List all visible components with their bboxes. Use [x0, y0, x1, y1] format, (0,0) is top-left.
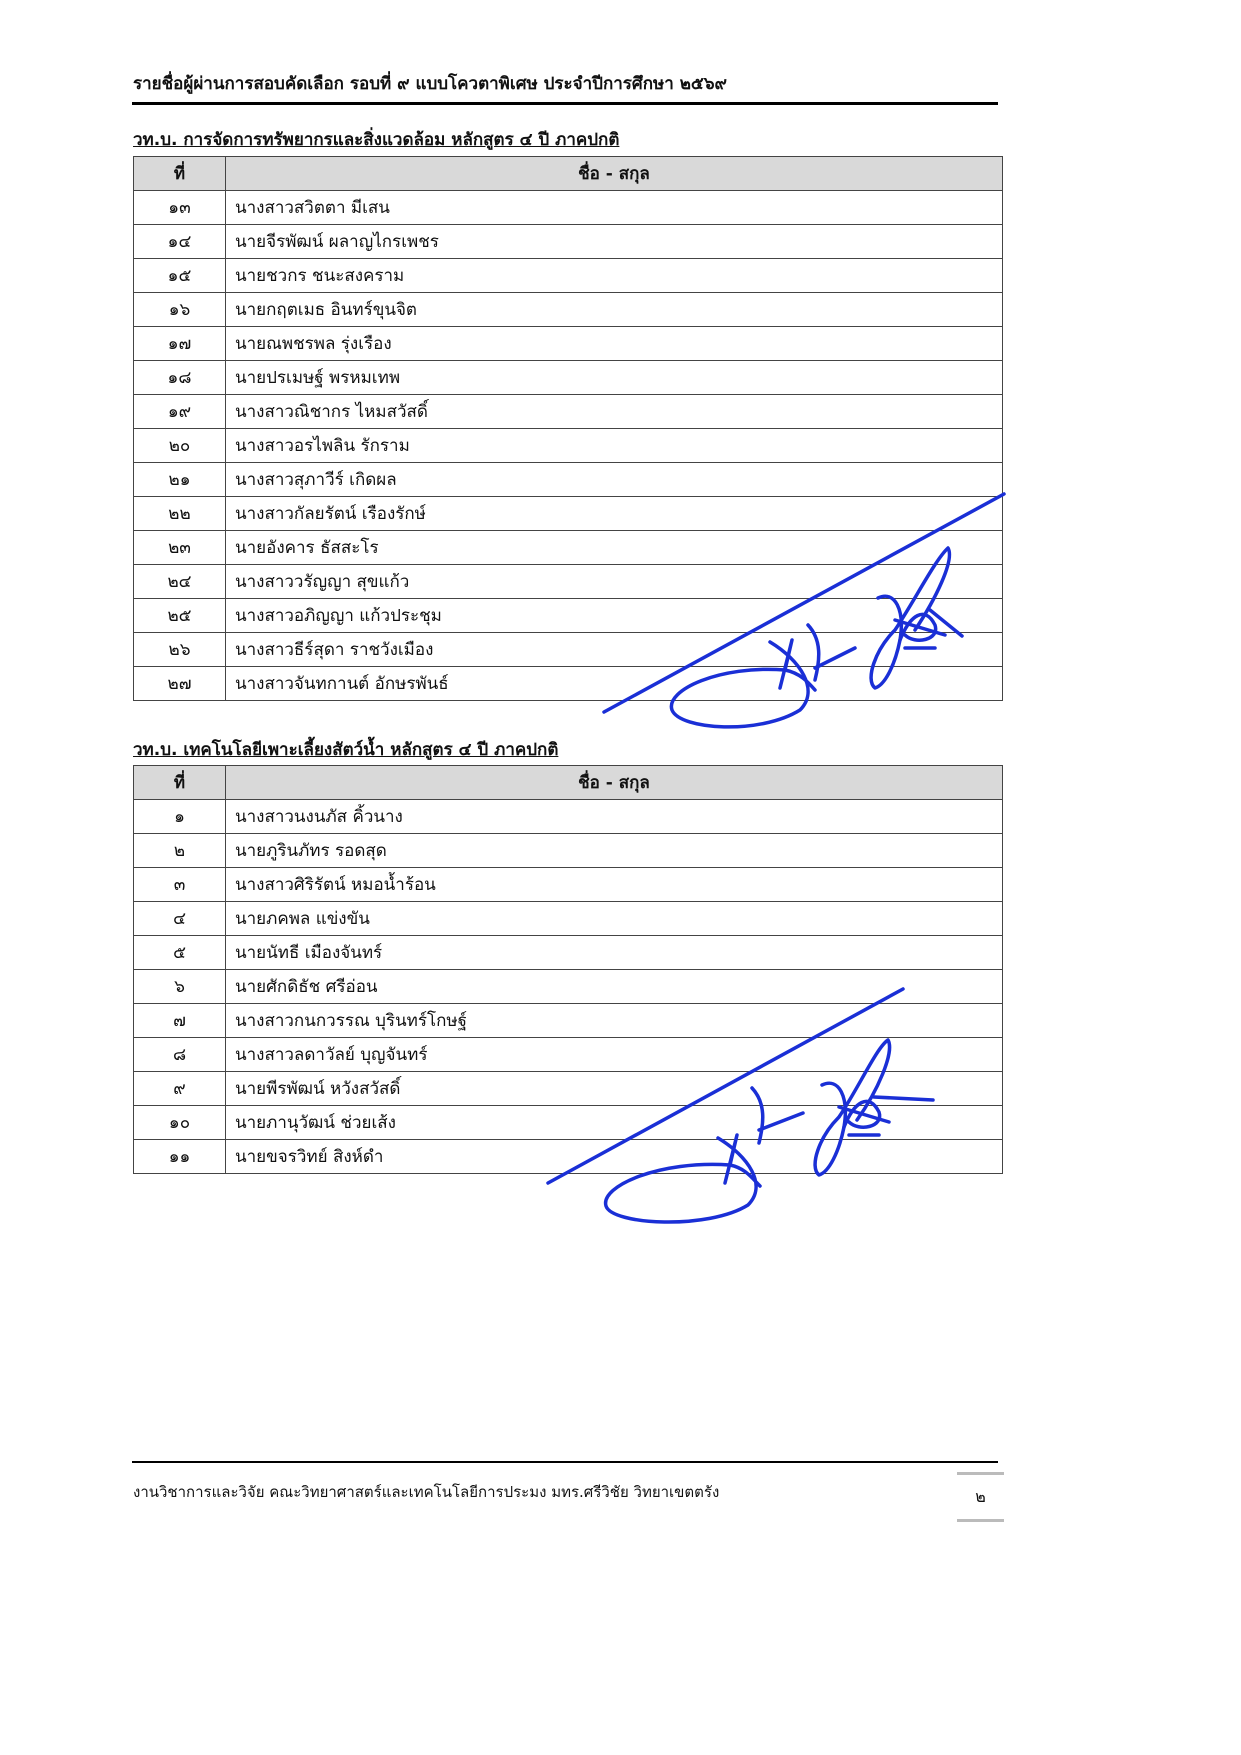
student-name: นางสาวนงนภัส คิ้วนาง [226, 800, 1003, 834]
page-title: รายชื่อผู้ผ่านการสอบคัดเลือก รอบที่ ๙ แบบโควตาพิเศษ ประจำปีการศึกษา ๒๕๖๙ [133, 74, 728, 94]
student-name: นางสาววรัญญา สุขแก้ว [226, 565, 1003, 599]
student-name: นางสาวศิริรัตน์ หมอน้ำร้อน [226, 868, 1003, 902]
table-body-environment [134, 191, 1003, 701]
table-row [134, 936, 1003, 970]
table-row [134, 1038, 1003, 1072]
table-row [134, 1106, 1003, 1140]
row-number: ๒๖ [134, 633, 226, 667]
row-number: ๒๔ [134, 565, 226, 599]
row-number: ๒๒ [134, 497, 226, 531]
table-row [134, 868, 1003, 902]
row-number: ๓ [134, 868, 226, 902]
section-title-environment: วท.บ. การจัดการทรัพยากรและสิ่งแวดล้อม หลักสูตร ๔ ปี ภาคปกติ [133, 130, 620, 150]
student-name: นางสาวกนกวรรณ บุรินทร์โกษฐ์ [226, 1004, 1003, 1038]
table-header-row [134, 157, 1003, 191]
row-number: ๙ [134, 1072, 226, 1106]
table-row [134, 1140, 1003, 1174]
student-name: นายนัทธี เมืองจันทร์ [226, 936, 1003, 970]
student-name: นางสาวสวิตตา มีเสน [226, 191, 1003, 225]
table-row [134, 1072, 1003, 1106]
column-header-name: ชื่อ - สกุล [226, 766, 1003, 800]
column-header-no: ที่ [134, 157, 226, 191]
row-number: ๗ [134, 1004, 226, 1038]
table-row [134, 599, 1003, 633]
student-name: นายภคพล แข่งขัน [226, 902, 1003, 936]
student-name: นางสาวจันทกานต์ อักษรพันธ์ [226, 667, 1003, 701]
table-environment [133, 156, 1003, 701]
student-name: นางสาวธีร์สุดา ราชวังเมือง [226, 633, 1003, 667]
table-row [134, 531, 1003, 565]
table-row [134, 361, 1003, 395]
student-name: นายปรเมษฐ์ พรหมเทพ [226, 361, 1003, 395]
table-row [134, 327, 1003, 361]
row-number: ๑๑ [134, 1140, 226, 1174]
row-number: ๒ [134, 834, 226, 868]
student-name: นายณพชรพล รุ่งเรือง [226, 327, 1003, 361]
row-number: ๒๗ [134, 667, 226, 701]
row-number: ๔ [134, 902, 226, 936]
column-header-name: ชื่อ - สกุล [226, 157, 1003, 191]
row-number: ๑๙ [134, 395, 226, 429]
student-name: นางสาวอรไพลิน รักราม [226, 429, 1003, 463]
student-name: นายภานุวัฒน์ ช่วยเส้ง [226, 1106, 1003, 1140]
student-name: นายกฤตเมธ อินทร์ขุนจิต [226, 293, 1003, 327]
table-row [134, 565, 1003, 599]
student-name: นายอังคาร ธัสสะโร [226, 531, 1003, 565]
row-number: ๘ [134, 1038, 226, 1072]
student-name: นางสาวกัลยรัตน์ เรืองรักษ์ [226, 497, 1003, 531]
table-row [134, 667, 1003, 701]
row-number: ๑๕ [134, 259, 226, 293]
table-row [134, 800, 1003, 834]
row-number: ๒๐ [134, 429, 226, 463]
table-body-aquaculture [134, 800, 1003, 1174]
student-name: นายภูรินภัทร รอดสุด [226, 834, 1003, 868]
table-row [134, 429, 1003, 463]
table-row [134, 259, 1003, 293]
student-name: นางสาวสุภาวีร์ เกิดผล [226, 463, 1003, 497]
row-number: ๑๖ [134, 293, 226, 327]
table-row [134, 497, 1003, 531]
column-header-no: ที่ [134, 766, 226, 800]
table-header-row [134, 766, 1003, 800]
table-row [134, 191, 1003, 225]
student-name: นายขจรวิทย์ สิงห์ดำ [226, 1140, 1003, 1174]
table-row [134, 293, 1003, 327]
footer-text: งานวิชาการและวิจัย คณะวิทยาศาสตร์และเทคโนโลยีการประมง มทร.ศรีวิชัย วิทยาเขตตรัง [133, 1483, 720, 1501]
footer-divider [132, 1461, 998, 1463]
row-number: ๑๗ [134, 327, 226, 361]
student-name: นายศักดิธัช ศรีอ่อน [226, 970, 1003, 1004]
row-number: ๖ [134, 970, 226, 1004]
table-row [134, 902, 1003, 936]
table-row [134, 463, 1003, 497]
student-name: นายจีรพัฒน์ ผลาญไกรเพชร [226, 225, 1003, 259]
row-number: ๕ [134, 936, 226, 970]
row-number: ๒๓ [134, 531, 226, 565]
section-title-aquaculture: วท.บ. เทคโนโลยีเพาะเลี้ยงสัตว์น้ำ หลักสูตร ๔ ปี ภาคปกติ [133, 740, 559, 760]
row-number: ๑ [134, 800, 226, 834]
table-row [134, 633, 1003, 667]
row-number: ๑๐ [134, 1106, 226, 1140]
table-row [134, 834, 1003, 868]
table-aquaculture [133, 765, 1003, 1174]
student-name: นายพีรพัฒน์ หวังสวัสดิ์ [226, 1072, 1003, 1106]
table-row [134, 1004, 1003, 1038]
student-name: นางสาวอภิญญา แก้วประชุม [226, 599, 1003, 633]
student-name: นางสาวณิชากร ไหมสวัสดิ์ [226, 395, 1003, 429]
page-number: ๒ [957, 1472, 1004, 1522]
row-number: ๑๔ [134, 225, 226, 259]
student-name: นางสาวลดาวัลย์ บุญจันทร์ [226, 1038, 1003, 1072]
table-row [134, 395, 1003, 429]
header-divider [132, 102, 998, 105]
table-row [134, 225, 1003, 259]
row-number: ๒๑ [134, 463, 226, 497]
row-number: ๑๓ [134, 191, 226, 225]
row-number: ๒๕ [134, 599, 226, 633]
table-row [134, 970, 1003, 1004]
student-name: นายชวกร ชนะสงคราม [226, 259, 1003, 293]
row-number: ๑๘ [134, 361, 226, 395]
